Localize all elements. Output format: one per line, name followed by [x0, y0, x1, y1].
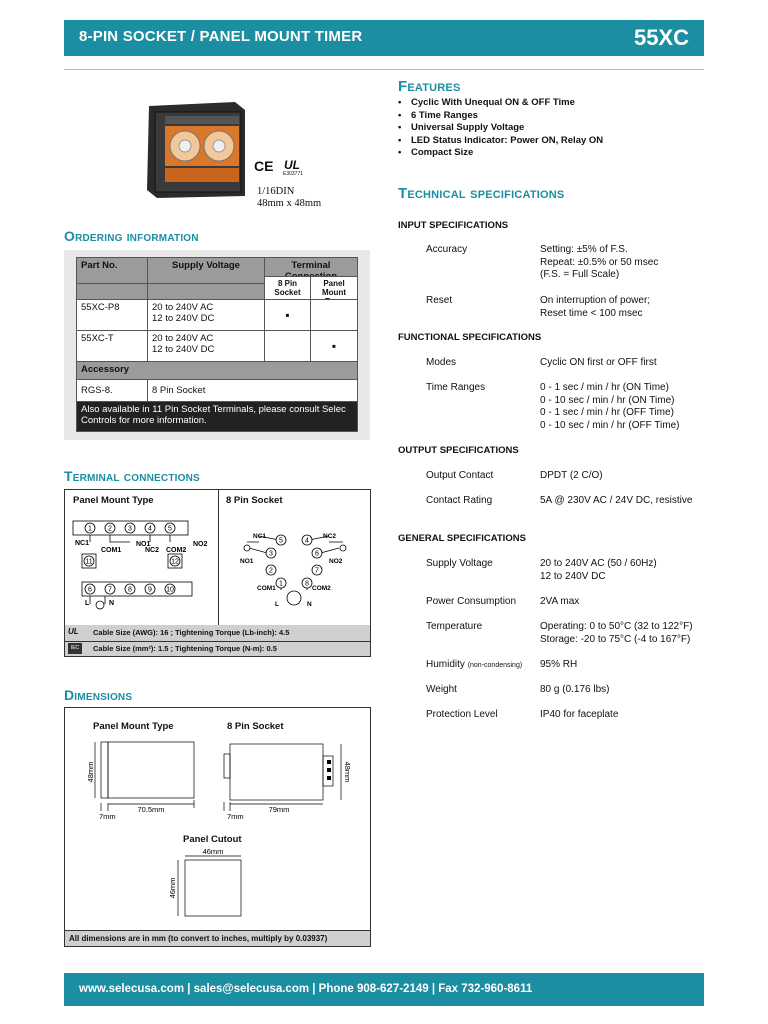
socket-pin-4: 4 [305, 537, 309, 545]
pin-12: 12 [171, 558, 179, 566]
label-nc2: NC2 [145, 547, 160, 554]
row1-8pin-mark: ▪ [264, 299, 311, 331]
ordering-note: Also available in 11 Pin Socket Terminals, please consult Selec Controls for more information. [76, 401, 358, 432]
accessory-desc: 8 Pin Socket [147, 379, 358, 402]
label-com2: COM2 [166, 547, 187, 554]
temperature-line: Storage: -20 to 75°C (-4 to 167°F) [540, 633, 691, 645]
ordering-title: Ordering information [64, 228, 199, 244]
output-spec-heading: OUTPUT SPECIFICATIONS [398, 445, 519, 456]
list-item: • Cyclic With Unequal ON & OFF Time [398, 97, 603, 110]
terminal-socket-title: 8 Pin Socket [226, 495, 283, 506]
dim-socket-depth: 79mm [268, 805, 290, 814]
dim-panel-height: 48mm [86, 761, 95, 783]
pin-2: 2 [108, 525, 112, 533]
rating-label: Contact Rating [426, 495, 493, 506]
dim-cutout-title: Panel Cutout [183, 834, 242, 845]
socket-n: N [307, 601, 312, 608]
pin-10: 10 [166, 586, 174, 594]
pin-9: 9 [148, 586, 152, 594]
contact-value: DPDT (2 C/O) [540, 470, 603, 481]
socket-l: L [275, 601, 279, 608]
ul-code: E303771 [283, 171, 304, 177]
accuracy-line: Setting: ±5% of F.S. [540, 244, 628, 255]
modes-label: Modes [426, 357, 457, 368]
reset-label: Reset [426, 295, 453, 306]
terminal-box [64, 489, 371, 657]
ul-note-row [65, 625, 370, 641]
range-line: 0 - 1 sec / min / hr (OFF Time) [540, 407, 674, 418]
power-value: 2VA max [540, 596, 580, 607]
socket-wiring-diagram [219, 490, 371, 625]
list-item: • Compact Size [398, 147, 603, 160]
socket-nc1: NC1 [253, 533, 267, 540]
power-label: Power Consumption [426, 596, 517, 607]
pin-5: 5 [168, 525, 172, 533]
weight-label: Weight [426, 684, 457, 695]
socket-pin-6: 6 [315, 550, 319, 558]
din-size [257, 186, 321, 210]
row1-part: 55XC-P8 [76, 299, 148, 331]
col-8pin: 8 Pin Socket [264, 276, 311, 300]
dim-panel-front: 7mm [99, 812, 116, 821]
row1-panel-mark [310, 299, 358, 331]
row2-supply: 20 to 240V AC 12 to 240V DC [147, 330, 265, 362]
socket-no1: NO1 [240, 558, 254, 565]
col-part: Part No. [76, 257, 148, 284]
label-l: L [85, 600, 90, 607]
row2-panel-mark: ▪ [310, 330, 358, 362]
size-label: 48mm x 48mm [257, 198, 322, 209]
ul-mark: UL [284, 158, 300, 172]
rating-value: 5A @ 230V AC / 24V DC, resistive [540, 495, 693, 506]
accessory-label: Accessory [76, 361, 358, 380]
technical-title: Technical specifications [398, 185, 565, 202]
header-bar [64, 20, 704, 56]
col-supply: Supply Voltage [147, 257, 265, 284]
range-line: 0 - 1 sec / min / hr (ON Time) [540, 382, 669, 393]
list-item: • LED Status Indicator: Power ON, Relay ON [398, 135, 603, 148]
footer-contact: www.selecusa.com | sales@selecusa.com | Phone 908-627-2149 | Fax 732-960-8611 [79, 983, 533, 995]
functional-spec-heading: FUNCTIONAL SPECIFICATIONS [398, 332, 542, 343]
temperature-line: Operating: 0 to 50°C (32 to 122°F) [540, 621, 693, 632]
divider [64, 69, 704, 70]
iec-cable-note: Cable Size (mm²): 1.5 ; Tightening Torque (N-m): 0.5 [93, 644, 277, 653]
terminal-title: Terminal connections [64, 468, 200, 484]
row2-8pin-mark [264, 330, 311, 362]
humidity-label [426, 659, 522, 670]
list-item: • 6 Time Ranges [398, 110, 603, 123]
accuracy-value [540, 244, 658, 282]
label-no1: NO1 [136, 541, 151, 548]
model-number: 55XC [633, 25, 689, 50]
socket-pin-7: 7 [315, 567, 319, 575]
iec-icon: IEC [68, 643, 82, 654]
pin-4: 4 [148, 525, 152, 533]
label-nc1: NC1 [75, 540, 90, 547]
panel-wiring-diagram [65, 490, 218, 625]
modes-value: Cyclic ON first or OFF first [540, 357, 657, 368]
socket-com2: COM2 [312, 585, 331, 592]
ranges-label: Time Ranges [426, 382, 486, 393]
dim-panel-depth: 70.5mm [137, 805, 165, 814]
terminal-panel-title: Panel Mount Type [73, 495, 154, 506]
protection-label: Protection Level [426, 709, 498, 720]
dim-cutout-width: 46mm [202, 847, 224, 856]
dim-socket-front: 7mm [227, 812, 244, 821]
features-title: Features [398, 78, 461, 95]
dimensions-title: Dimensions [64, 687, 133, 703]
row1-supply: 20 to 240V AC 12 to 240V DC [147, 299, 265, 331]
supply-label: Supply Voltage [426, 558, 493, 569]
accuracy-line: Repeat: ±0.5% or 50 msec [540, 256, 659, 268]
socket-pin-3: 3 [269, 550, 273, 558]
page-title: 8-PIN SOCKET / PANEL MOUNT TIMER [79, 28, 363, 45]
features-list [398, 97, 603, 160]
reset-line: Reset time < 100 msec [540, 307, 643, 319]
temperature-label: Temperature [426, 621, 483, 632]
pin-3: 3 [128, 525, 132, 533]
dimensions-note: All dimensions are in mm (to convert to inches, multiply by 0.03937) [65, 931, 370, 946]
iec-note-row [65, 642, 370, 656]
general-spec-heading: GENERAL SPECIFICATIONS [398, 533, 526, 544]
ordering-table [64, 250, 370, 440]
socket-pin-1: 1 [279, 580, 283, 588]
pin-1: 1 [88, 525, 92, 533]
ce-mark: CE [254, 158, 274, 174]
pin-7: 7 [108, 586, 112, 594]
reset-value [540, 295, 650, 320]
weight-value: 80 g (0.176 lbs) [540, 684, 610, 695]
pin-8: 8 [128, 586, 132, 594]
dim-socket-height: 48mm [343, 761, 352, 783]
pin-6: 6 [88, 586, 92, 594]
contact-label: Output Contact [426, 470, 494, 481]
list-item: • Universal Supply Voltage [398, 122, 603, 135]
label-no2: NO2 [193, 541, 208, 548]
socket-pin-8: 8 [305, 580, 309, 588]
input-spec-heading: INPUT SPECIFICATIONS [398, 220, 509, 231]
humidity-value: 95% RH [540, 659, 578, 670]
accessory-part: RGS-8. [76, 379, 148, 402]
socket-com1: COM1 [257, 585, 276, 592]
dim-socket-title: 8 Pin Socket [227, 721, 284, 732]
ul-icon: UL [68, 627, 79, 636]
col-terminal: Terminal [264, 257, 358, 277]
range-line: 0 - 10 sec / min / hr (OFF Time) [540, 419, 680, 431]
row2-part: 55XC-T [76, 330, 148, 362]
range-line: 0 - 10 sec / min / hr (ON Time) [540, 394, 675, 406]
supply-value [540, 558, 657, 583]
dim-panel-title: Panel Mount Type [93, 721, 174, 732]
ranges-value [540, 382, 679, 432]
socket-pin-5: 5 [279, 537, 283, 545]
accuracy-label: Accuracy [426, 244, 468, 255]
product-image [143, 100, 249, 200]
reset-line: On interruption of power; [540, 295, 651, 306]
dimensions-box [64, 707, 371, 947]
socket-pin-2: 2 [269, 567, 273, 575]
footer-bar [64, 973, 704, 1006]
supply-line: 12 to 240V DC [540, 570, 606, 582]
din-label: 1/16DIN [257, 186, 295, 197]
pin-11: 11 [85, 558, 93, 566]
socket-no2: NO2 [329, 558, 343, 565]
label-n: N [109, 600, 115, 607]
col-panel: Panel Mount [310, 276, 358, 300]
ul-cable-note: Cable Size (AWG): 16 ; Tightening Torque (Lb-inch): 4.5 [93, 628, 290, 637]
hdr-fill [76, 283, 148, 300]
dim-cutout-height: 46mm [168, 877, 177, 899]
label-com1: COM1 [101, 547, 122, 554]
humidity-note: (non-condensing) [467, 662, 523, 669]
supply-line: 20 to 240V AC (50 / 60Hz) [540, 558, 657, 569]
hdr-fill [147, 283, 265, 300]
protection-value: IP40 for faceplate [540, 709, 619, 720]
humidity-label-text: Humidity [426, 659, 465, 670]
dimension-drawings [65, 708, 370, 933]
temperature-value [540, 621, 693, 646]
accuracy-line: (F.S. = Full Scale) [540, 269, 620, 280]
socket-nc2: NC2 [323, 533, 337, 540]
